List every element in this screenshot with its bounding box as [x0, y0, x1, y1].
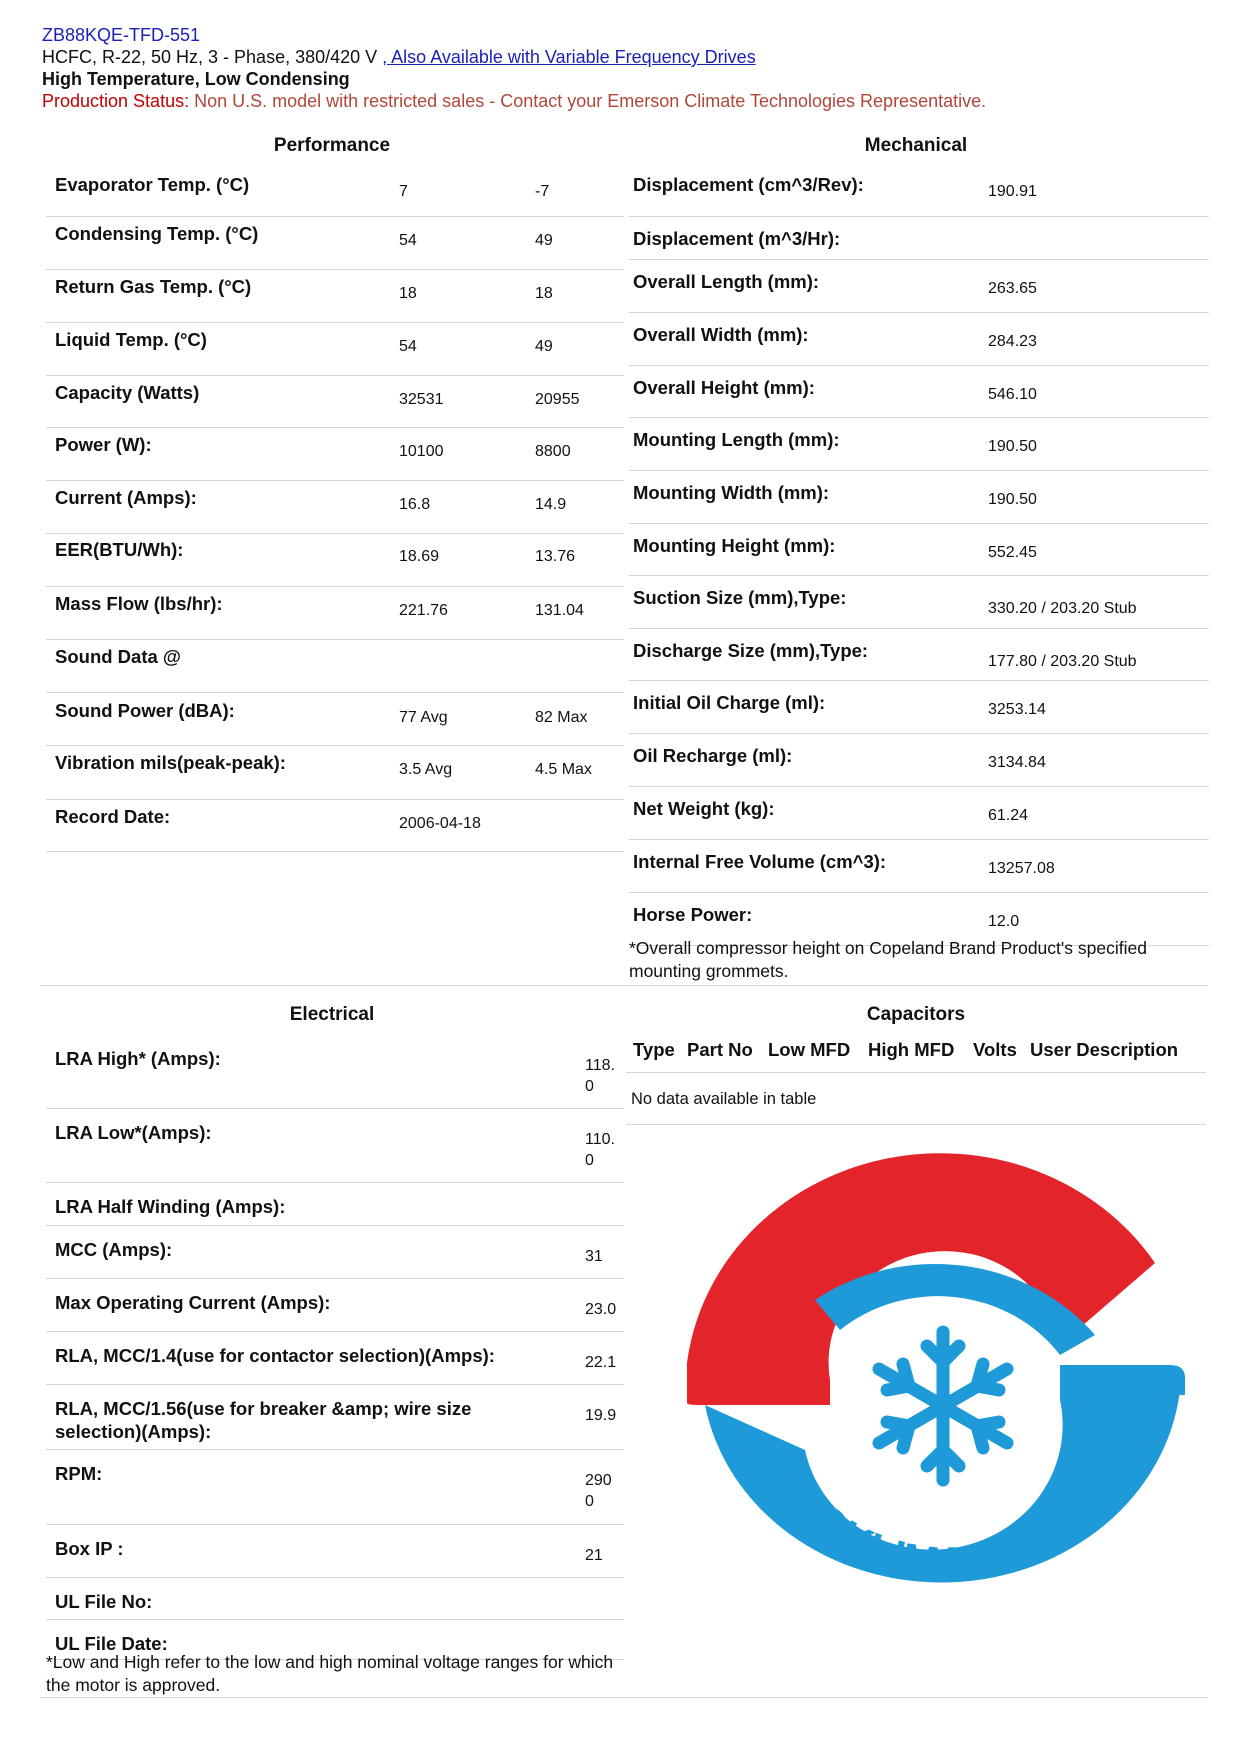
- electrical-value: [585, 1055, 615, 1097]
- spec-text: HCFC, R-22, 50 Hz, 3 - Phase, 380/420 V: [42, 47, 378, 67]
- performance-row: [46, 795, 624, 852]
- electrical-label: MCC (Amps):: [55, 1239, 173, 1260]
- performance-value-2: 49: [535, 232, 553, 249]
- performance-value-1: 3.5 Avg: [399, 761, 453, 778]
- performance-row: [46, 582, 624, 640]
- performance-value-1: 221.76: [399, 602, 448, 619]
- vfd-link[interactable]: , Also Available with Variable Frequency Drives: [382, 47, 756, 67]
- mechanical-label: Overall Length (mm):: [633, 271, 820, 292]
- mechanical-value: 546.10: [988, 386, 1037, 403]
- electrical-row: [46, 1183, 624, 1226]
- performance-value-2: 13.76: [535, 548, 576, 565]
- performance-value-1: 7: [399, 183, 408, 200]
- sentra-indoklima-logo: [665, 1150, 1220, 1630]
- mechanical-value: 3253.14: [988, 701, 1046, 718]
- performance-title: Performance: [273, 135, 391, 156]
- performance-value-2: 20955: [535, 391, 580, 408]
- mechanical-row: [629, 471, 1209, 524]
- mechanical-value: 177.80 / 203.20 Stub: [988, 653, 1137, 670]
- mechanical-label: Net Weight (kg):: [633, 798, 775, 819]
- mechanical-row: [629, 418, 1209, 471]
- cap-header-divider: [626, 1072, 1206, 1073]
- mechanical-label: Displacement (m^3/Hr):: [633, 228, 841, 249]
- electrical-label: Box IP :: [55, 1538, 124, 1559]
- mechanical-row: [629, 217, 1209, 260]
- mechanical-row: [629, 681, 1209, 734]
- performance-label: Vibration mils(peak-peak):: [55, 752, 286, 773]
- mechanical-row: [629, 840, 1209, 893]
- mechanical-value: 12.0: [988, 913, 1020, 930]
- electrical-value: [585, 1352, 616, 1373]
- status-label: Production Status:: [42, 91, 190, 111]
- electrical-row: [46, 1332, 624, 1385]
- electrical-label: UL File Date:: [55, 1633, 168, 1654]
- electrical-value-line-1: 22.1: [585, 1354, 617, 1371]
- performance-label: Power (W):: [55, 434, 152, 455]
- mechanical-value: 13257.08: [988, 860, 1055, 877]
- mechanical-value: 190.91: [988, 183, 1037, 200]
- performance-label: Sound Power (dBA):: [55, 700, 235, 721]
- electrical-value: [585, 1470, 612, 1512]
- mechanical-row: [629, 313, 1209, 366]
- performance-label: Evaporator Temp. (°C): [55, 174, 250, 195]
- mechanical-footnote: *Overall compressor height on Copeland Brand Product's specified mounting grommets.: [629, 938, 1147, 981]
- electrical-value: [585, 1299, 616, 1320]
- mechanical-row: [629, 366, 1209, 418]
- product-header: [42, 24, 1202, 112]
- mechanical-row: [629, 787, 1209, 840]
- cap-table-bottom: [626, 1124, 1206, 1125]
- section-divider: [40, 985, 1208, 986]
- electrical-row: [46, 1578, 624, 1620]
- cap-col-high-mfd[interactable]: High MFD: [868, 1039, 955, 1060]
- mechanical-value: 61.24: [988, 807, 1029, 824]
- electrical-title: Electrical: [289, 1004, 375, 1025]
- snowflake-icon: [879, 1332, 1007, 1480]
- performance-label: Sound Data @: [55, 646, 181, 667]
- mechanical-label: Overall Width (mm):: [633, 324, 809, 345]
- electrical-label: UL File No:: [55, 1591, 153, 1612]
- electrical-value-line-1: 21: [585, 1547, 603, 1564]
- mechanical-label: Oil Recharge (ml):: [633, 745, 793, 766]
- performance-value-1: 54: [399, 338, 417, 355]
- mechanical-label: Internal Free Volume (cm^3):: [633, 851, 887, 872]
- performance-value-2: 4.5 Max: [535, 761, 592, 778]
- electrical-value-line-2: 0: [585, 1152, 594, 1169]
- mechanical-row: [629, 260, 1209, 313]
- performance-row: [46, 265, 624, 323]
- electrical-label: LRA Low*(Amps):: [55, 1122, 212, 1143]
- electrical-label: [55, 1397, 471, 1443]
- performance-row: [46, 163, 624, 217]
- electrical-footnote: *Low and High refer to the low and high nominal voltage ranges for which the motor is approved.: [46, 1652, 614, 1695]
- mechanical-label: Mounting Height (mm):: [633, 535, 836, 556]
- cap-empty-message: No data available in table: [631, 1090, 817, 1108]
- performance-row: [46, 476, 624, 534]
- electrical-label-line-2: selection)(Amps):: [55, 1421, 212, 1442]
- mechanical-value: 190.50: [988, 438, 1037, 455]
- electrical-row: [46, 1035, 624, 1109]
- cap-col-user-description[interactable]: User Description: [1030, 1039, 1179, 1060]
- model-number: ZB88KQE-TFD-551: [42, 25, 201, 45]
- mechanical-label: Suction Size (mm),Type:: [633, 587, 847, 608]
- performance-value-2: 49: [535, 338, 553, 355]
- performance-value-2: -7: [535, 183, 550, 200]
- electrical-value: [585, 1129, 615, 1171]
- mechanical-title: Mechanical: [864, 135, 968, 156]
- performance-value-1: 2006-04-18: [399, 815, 481, 832]
- performance-row: [46, 689, 624, 746]
- electrical-value: [585, 1545, 603, 1566]
- electrical-value: [585, 1246, 603, 1267]
- performance-label: Liquid Temp. (°C): [55, 329, 207, 350]
- performance-label: Return Gas Temp. (°C): [55, 276, 252, 297]
- bottom-divider: [40, 1697, 1208, 1698]
- performance-row: [46, 741, 624, 800]
- capacitors-title: Capacitors: [866, 1004, 966, 1025]
- mechanical-row: [629, 576, 1209, 629]
- performance-value-2: 131.04: [535, 602, 584, 619]
- logo-text-indoklima: INDOKLIMA: [754, 1446, 969, 1588]
- performance-label: Capacity (Watts): [55, 382, 200, 403]
- performance-label: EER(BTU/Wh):: [55, 539, 184, 560]
- mechanical-label: Initial Oil Charge (ml):: [633, 692, 826, 713]
- electrical-label: RPM:: [55, 1463, 103, 1484]
- performance-value-1: 18: [399, 285, 417, 302]
- electrical-value-line-2: 0: [585, 1493, 594, 1510]
- performance-row: [46, 371, 624, 428]
- electrical-value-line-1: 31: [585, 1248, 603, 1265]
- performance-value-2: 14.9: [535, 496, 567, 513]
- electrical-value-line-1: 118.: [585, 1057, 615, 1074]
- electrical-row: [46, 1385, 624, 1450]
- performance-label: Current (Amps):: [55, 487, 197, 508]
- performance-row: [46, 318, 624, 376]
- electrical-value: [585, 1405, 616, 1426]
- mechanical-value: 330.20 / 203.20 Stub: [988, 600, 1137, 617]
- electrical-row: [46, 1525, 624, 1578]
- mechanical-row: [629, 163, 1209, 217]
- mechanical-label: Displacement (cm^3/Rev):: [633, 174, 864, 195]
- mechanical-row: [629, 734, 1209, 787]
- cap-col-part-no[interactable]: Part No: [687, 1039, 753, 1060]
- performance-label: Mass Flow (lbs/hr):: [55, 593, 223, 614]
- production-status-line: [42, 90, 1202, 112]
- electrical-value-line-2: 0: [585, 1078, 594, 1095]
- performance-row: [46, 423, 624, 481]
- spec-line: [42, 46, 1202, 68]
- electrical-value-line-1: 23.0: [585, 1301, 617, 1318]
- mechanical-value: 552.45: [988, 544, 1037, 561]
- electrical-row: [46, 1450, 624, 1525]
- performance-value-1: 18.69: [399, 548, 440, 565]
- logo-blue-swoosh-end: [1060, 1365, 1185, 1400]
- mechanical-value: 190.50: [988, 491, 1037, 508]
- performance-value-1: 32531: [399, 391, 444, 408]
- mechanical-label: Horse Power:: [633, 904, 753, 925]
- electrical-label: LRA High* (Amps):: [55, 1048, 221, 1069]
- logo-text-sentra: SENTRA: [748, 1215, 911, 1348]
- performance-value-1: 16.8: [399, 496, 431, 513]
- cap-col-type[interactable]: Type: [633, 1039, 675, 1060]
- performance-value-1: 10100: [399, 443, 444, 460]
- performance-value-1: 54: [399, 232, 417, 249]
- mechanical-label: Mounting Width (mm):: [633, 482, 830, 503]
- performance-row: [46, 635, 624, 693]
- performance-label: Condensing Temp. (°C): [55, 223, 259, 244]
- electrical-label: RLA, MCC/1.4(use for contactor selection)(Amps):: [55, 1345, 495, 1366]
- electrical-value-line-1: 19.9: [585, 1407, 617, 1424]
- performance-value-1: 77 Avg: [399, 709, 448, 726]
- performance-value-2: 8800: [535, 443, 571, 460]
- mechanical-value: 3134.84: [988, 754, 1046, 771]
- cap-col-low-mfd[interactable]: Low MFD: [768, 1039, 851, 1060]
- performance-label: Record Date:: [55, 806, 171, 827]
- electrical-row: [46, 1109, 624, 1183]
- electrical-value-line-1: 110.: [585, 1131, 615, 1148]
- cap-col-volts[interactable]: Volts: [973, 1039, 1017, 1060]
- mechanical-value: 263.65: [988, 280, 1037, 297]
- performance-value-2: 18: [535, 285, 553, 302]
- performance-row: [46, 528, 624, 587]
- performance-row: [46, 212, 624, 270]
- mechanical-row: [629, 524, 1209, 576]
- mechanical-label: Mounting Length (mm):: [633, 429, 840, 450]
- mechanical-value: 284.23: [988, 333, 1037, 350]
- status-text: Non U.S. model with restricted sales - Contact your Emerson Climate Technologies Representative.: [189, 91, 987, 111]
- electrical-label: LRA Half Winding (Amps):: [55, 1196, 286, 1217]
- electrical-row: [46, 1226, 624, 1279]
- electrical-label: Max Operating Current (Amps):: [55, 1292, 331, 1313]
- electrical-label-line-1: RLA, MCC/1.56(use for breaker &amp; wire size: [55, 1398, 472, 1419]
- mechanical-label: Overall Height (mm):: [633, 377, 815, 398]
- mechanical-row: [629, 629, 1209, 681]
- mechanical-label: Discharge Size (mm),Type:: [633, 640, 869, 661]
- application-line: High Temperature, Low Condensing: [42, 69, 350, 89]
- electrical-row: [46, 1279, 624, 1332]
- performance-value-2: 82 Max: [535, 709, 588, 726]
- electrical-value-line-1: 290: [585, 1472, 612, 1489]
